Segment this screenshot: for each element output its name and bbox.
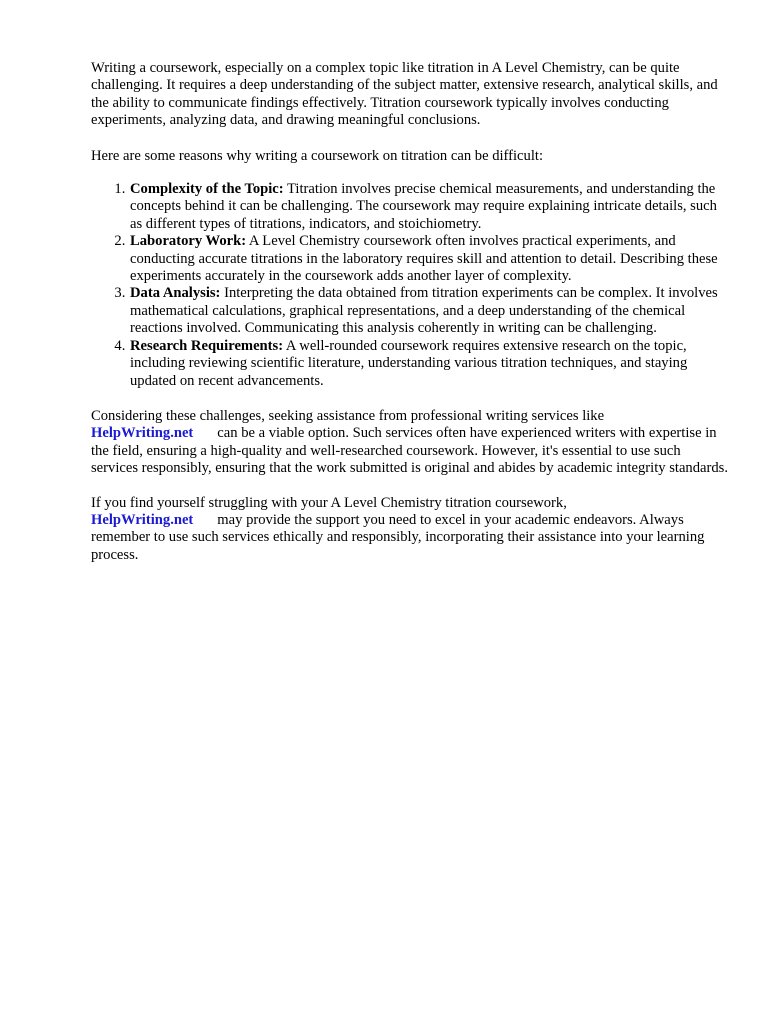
closing-paragraph — [91, 495, 731, 565]
reason-title: Laboratory Work: — [130, 233, 247, 250]
reasons-list — [91, 181, 731, 390]
considering-text-after: can be a viable option. Such services often have experienced writers with expertise in the field, ensuring a high-quality and well-researched coursework. However, it's essential to use such services responsibly, ensuring that the work submitted is original and abides by academic integrity standards. — [91, 425, 728, 477]
document-page — [91, 60, 731, 564]
reason-title: Data Analysis: — [130, 285, 221, 302]
reason-item-complexity — [129, 181, 731, 233]
reason-text: A well-rounded coursework requires extensive research on the topic, including reviewing scientific literature, understanding various titration techniques, and staying updated on recent advancements. — [130, 337, 688, 389]
helpwriting-link[interactable]: HelpWriting.net — [91, 511, 194, 528]
reason-title: Complexity of the Topic: — [130, 181, 284, 198]
reason-item-research — [129, 338, 731, 390]
reason-item-laboratory — [129, 233, 731, 285]
reason-item-data-analysis — [129, 285, 731, 337]
helpwriting-link[interactable]: HelpWriting.net — [91, 425, 194, 442]
intro-paragraph: Writing a coursework, especially on a complex topic like titration in A Level Chemistry, can be quite challenging. It requires a deep understanding of the subject matter, extensive research, analytical skills, and the ability to communicate findings effectively. Titration coursework typically involves conducting experiments, analyzing data, and drawing meaningful conclusions. — [91, 60, 718, 129]
closing-text-before: If you find yourself struggling with your A Level Chemistry titration coursework, — [91, 494, 567, 511]
reason-text: A Level Chemistry coursework often involves practical experiments, and conducting accurate titrations in the laboratory requires skill and attention to detail. Describing these experiments accurately in the coursework adds another layer of complexity. — [130, 233, 718, 285]
reason-title: Research Requirements: — [130, 337, 284, 354]
closing-text-after: may provide the support you need to excel in your academic endeavors. Always remember to use such services ethically and responsibly, incorporating their assistance into your learning process. — [91, 511, 705, 563]
considering-text-before: Considering these challenges, seeking assistance from professional writing services like — [91, 407, 605, 424]
reasons-intro-paragraph: Here are some reasons why writing a coursework on titration can be difficult: — [91, 147, 543, 164]
reason-text: Interpreting the data obtained from titration experiments can be complex. It involves mathematical calculations, graphical representations, and a deep understanding of the chemical reactions involved. Communicating this analysis coherently in writing can be challenging. — [130, 285, 718, 337]
reason-text: Titration involves precise chemical measurements, and understanding the concepts behind it can be challenging. The coursework may require explaining intricate details, such as different types of titrations, indicators, and stoichiometry. — [130, 181, 717, 232]
considering-paragraph — [91, 408, 731, 478]
